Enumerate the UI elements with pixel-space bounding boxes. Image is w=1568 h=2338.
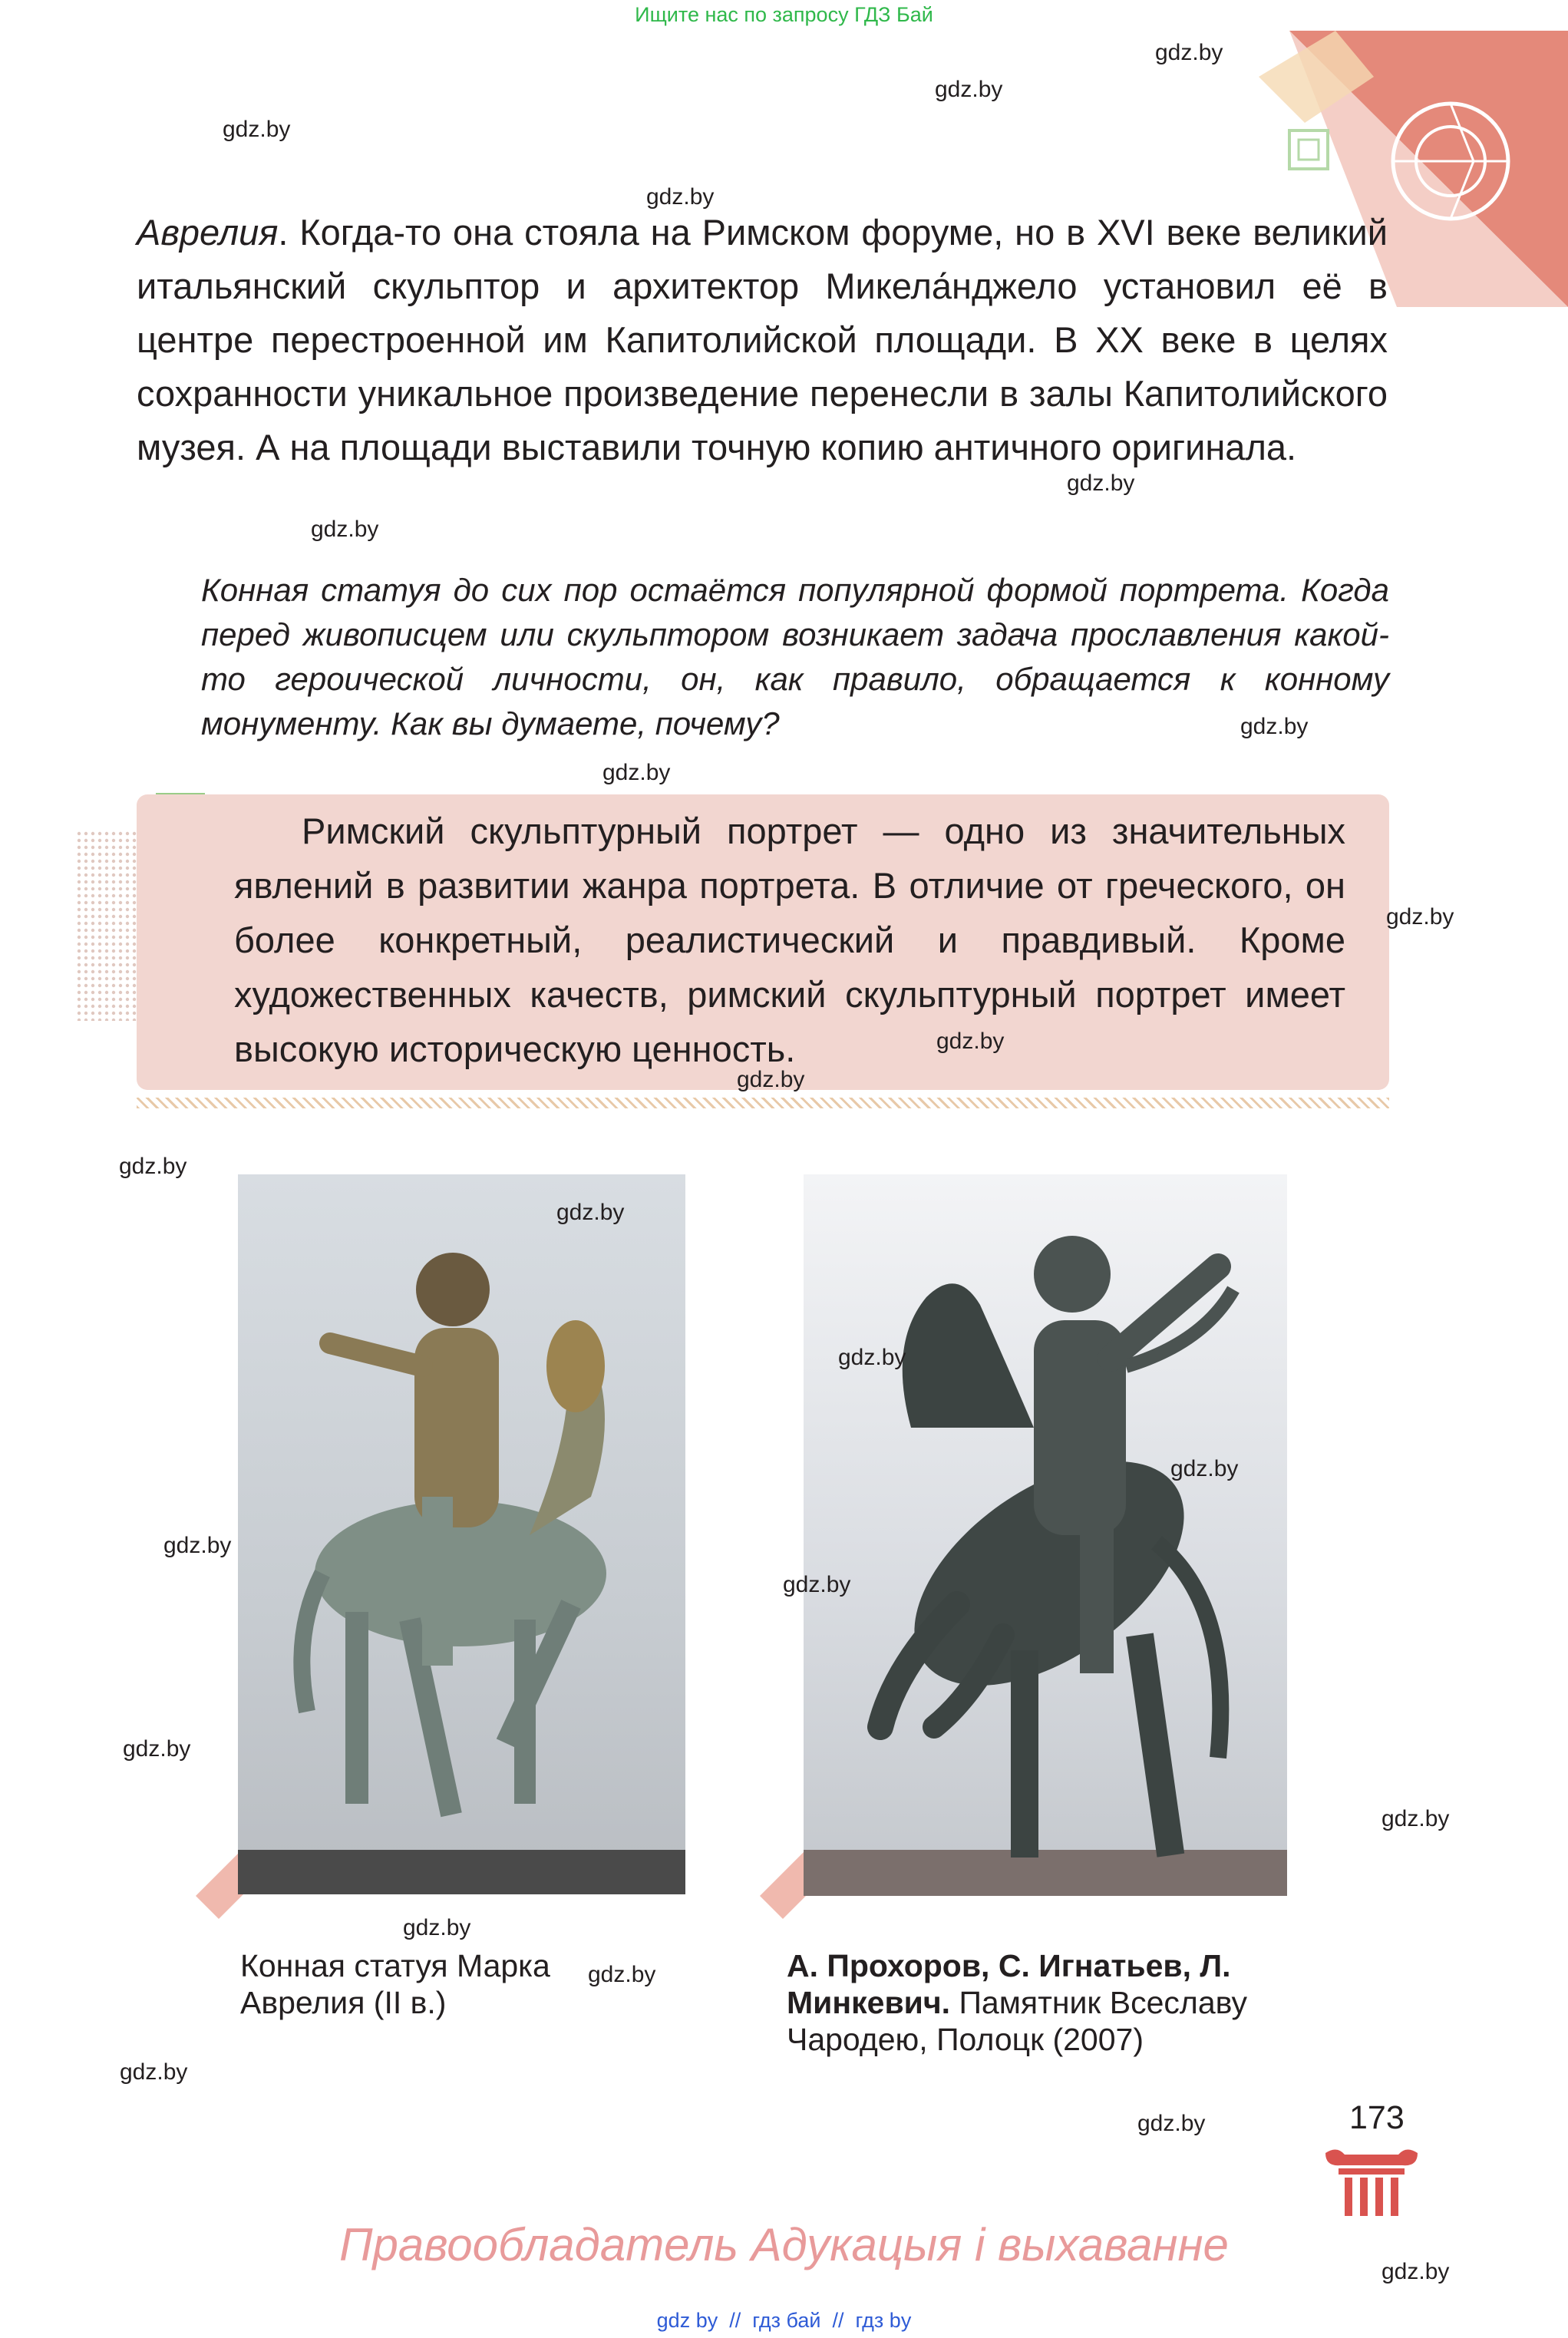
bottom-link-3[interactable]: гдз by [855, 2309, 912, 2332]
watermark: gdz.by [1240, 714, 1309, 739]
page-number: 173 [1349, 2099, 1405, 2136]
watermark: gdz.by [119, 1154, 187, 1179]
question-paragraph: Конная статуя до сих пор остаётся популярной формой портрета. Когда перед живописцем или скульптором возникает задача прославления какой-то героической личности, он, как правило, обращается к конному монументу. Как вы думаете, почему? [201, 572, 1389, 741]
watermark: gdz.by [556, 1200, 625, 1225]
main-paragraph-text: . Когда-то она стояла на Римском форуме, но в XVI веке великий итальянский скульптор и архитектор Микела́нджело установил её в центре перестроенной им Капитолийской площади. В XX веке в целях сохранности уникальное произведение перенесли в залы Капитолийского музея. А на площади выставили точную копию античного оригинала. [137, 212, 1388, 467]
caption-left: Конная статуя Марка Аврелия (II в.) [240, 1948, 550, 2020]
watermark: gdz.by [646, 184, 715, 210]
photo-vseslav-monument [804, 1174, 1287, 1896]
bottom-link-2[interactable]: гдз бай [752, 2309, 821, 2332]
watermark: gdz.by [1381, 2259, 1450, 2284]
watermark: gdz.by [588, 1962, 656, 1987]
watermark: gdz.by [1067, 471, 1135, 496]
watermark: gdz.by [223, 117, 291, 142]
publisher-line: Правообладатель Адукацыя і выхаванне [339, 2219, 1229, 2270]
watermark: gdz.by [935, 77, 1003, 102]
caption-right-authors: А. Прохоров, С. Игнатьев, Л. Минкевич. [787, 1948, 1231, 2020]
main-paragraph-italic: Аврелия [137, 212, 279, 253]
watermark: gdz.by [1155, 40, 1223, 65]
caption-right [787, 1947, 1324, 2058]
watermark: gdz.by [936, 1029, 1005, 1054]
watermark: gdz.by [1386, 904, 1454, 930]
bottom-link-separator: // [832, 2309, 844, 2332]
photo-marcus-aurelius [238, 1174, 685, 1894]
watermark: gdz.by [602, 760, 671, 785]
watermark: gdz.by [403, 1915, 471, 1940]
watermark: gdz.by [737, 1067, 805, 1092]
watermark: gdz.by [163, 1533, 232, 1558]
column-capital-icon [1322, 2145, 1421, 2222]
watermark: gdz.by [1381, 1806, 1450, 1831]
watermark: gdz.by [1137, 2111, 1206, 2136]
caption-right-title: Памятник Всеславу Чародею, Полоцк (2007) [787, 1985, 1248, 2057]
watermark: gdz.by [838, 1345, 906, 1370]
watermark: gdz.by [783, 1572, 851, 1597]
highlight-divider [137, 1098, 1389, 1108]
top-banner[interactable]: Ищите нас по запросу ГДЗ Бай [635, 3, 933, 26]
watermark: gdz.by [1170, 1456, 1239, 1481]
bottom-links [0, 2309, 1568, 2333]
bottom-link-1[interactable]: gdz by [656, 2309, 718, 2332]
watermark: gdz.by [123, 1736, 191, 1762]
watermark: gdz.by [120, 2059, 188, 2085]
rearing-horse-statue-icon [804, 1174, 1287, 1896]
main-paragraph [137, 206, 1388, 474]
equestrian-statue-icon [238, 1174, 685, 1894]
watermark: gdz.by [311, 517, 379, 542]
bottom-link-separator: // [729, 2309, 741, 2332]
highlight-text: Римский скульптурный портрет — одно из значительных явлений в развитии жанра портрета. В отличие от греческого, он более конкретный, реалистический и правдивый. Кроме художественных качеств, римский скульптурный портрет имеет высокую историческую ценность. [234, 811, 1345, 1069]
